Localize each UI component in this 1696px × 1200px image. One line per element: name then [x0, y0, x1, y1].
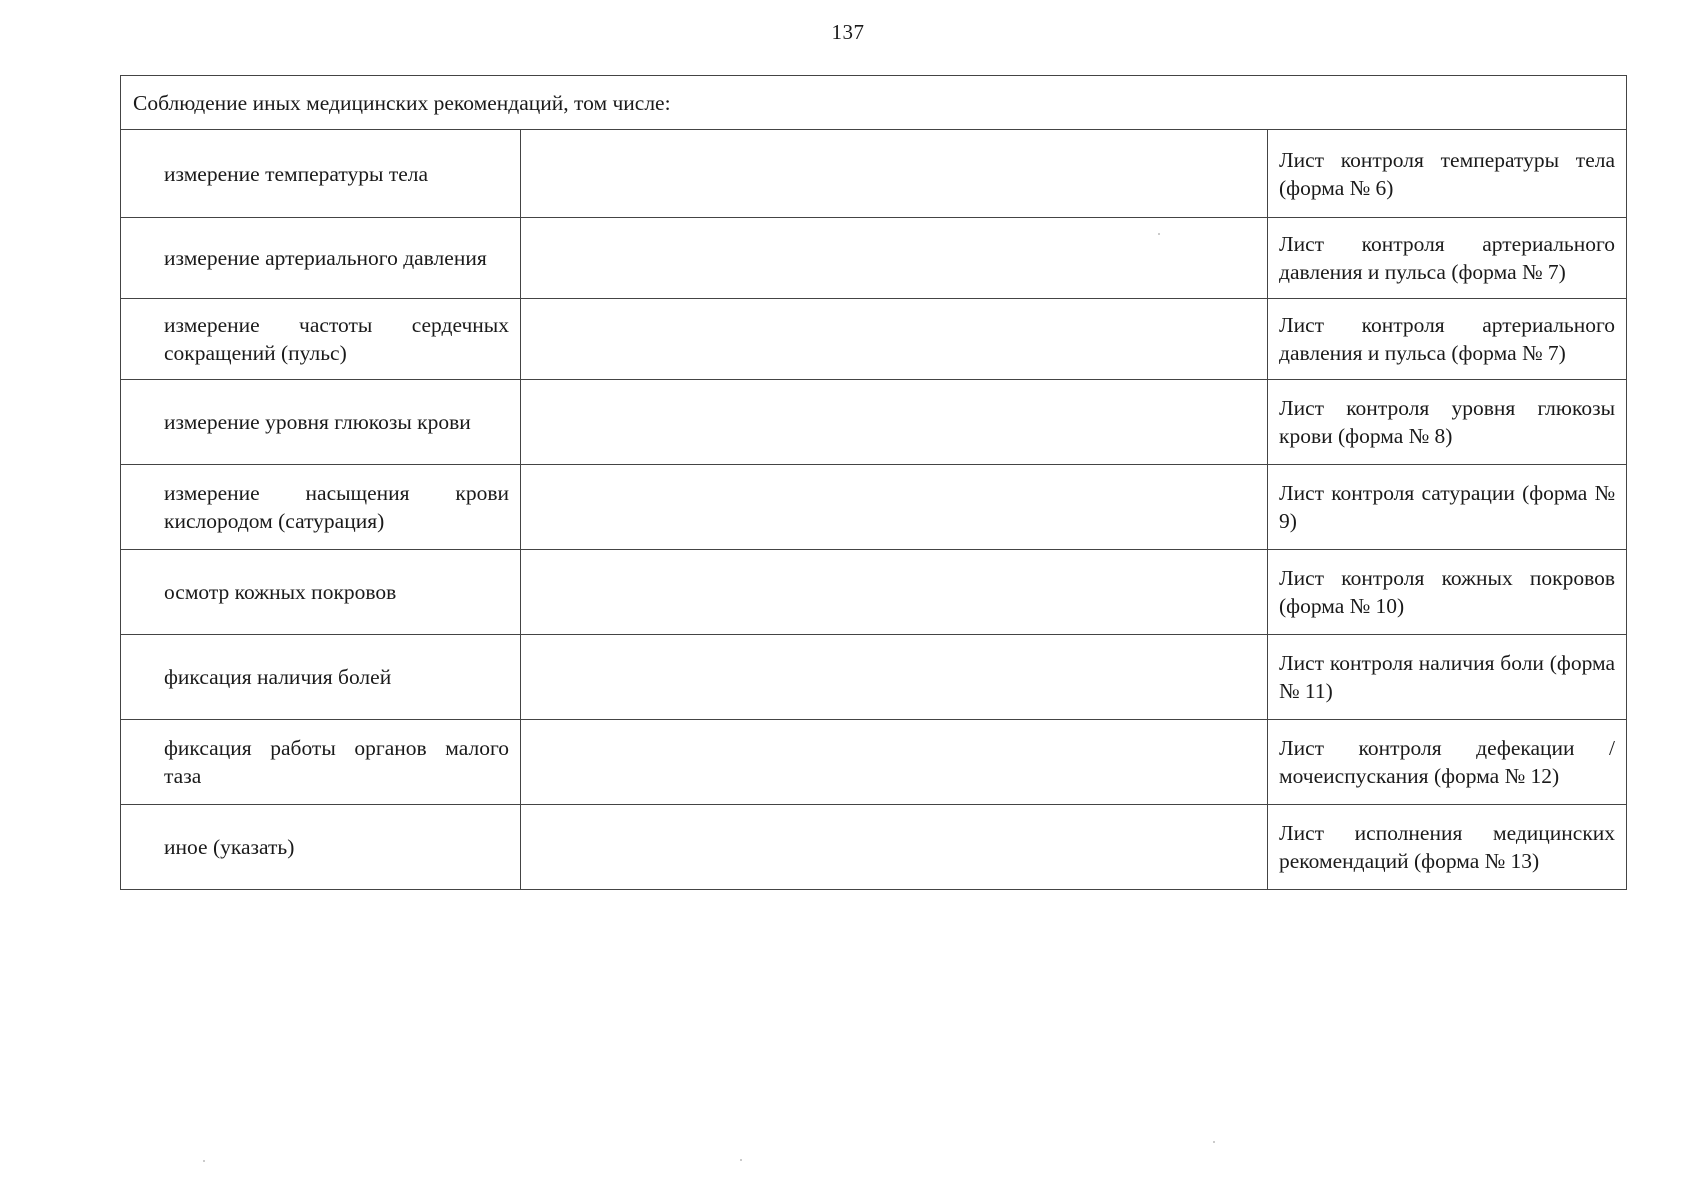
row-item-label: фиксация работы органов малого таза [121, 720, 521, 805]
row-blank-cell [521, 380, 1268, 465]
table-row [121, 380, 1627, 465]
row-blank-cell [521, 299, 1268, 380]
row-blank-cell [521, 218, 1268, 299]
table-row [121, 299, 1627, 380]
row-form-reference: Лист контроля наличия боли (форма № 11) [1268, 635, 1627, 720]
row-form-reference: Лист контроля кожных покровов (форма № 10) [1268, 550, 1627, 635]
row-form-reference: Лист контроля уровня глюкозы крови (форма № 8) [1268, 380, 1627, 465]
table-row [121, 550, 1627, 635]
row-item-label: измерение насыщения крови кислородом (сатурация) [121, 465, 521, 550]
row-form-reference: Лист контроля сатурации (форма № 9) [1268, 465, 1627, 550]
row-item-label: измерение частоты сердечных сокращений (пульс) [121, 299, 521, 380]
row-blank-cell [521, 720, 1268, 805]
row-blank-cell [521, 635, 1268, 720]
row-item-label: иное (указать) [121, 805, 521, 890]
row-blank-cell [521, 805, 1268, 890]
row-form-reference: Лист контроля дефекации /мочеиспускания (форма № 12) [1268, 720, 1627, 805]
table-row [121, 218, 1627, 299]
table-row [121, 635, 1627, 720]
scan-speck [1158, 233, 1160, 235]
row-blank-cell [521, 130, 1268, 218]
row-item-label: измерение артериального давления [121, 218, 521, 299]
table-header: Соблюдение иных медицинских рекомендаций, том числе: [121, 76, 1627, 130]
row-item-label: фиксация наличия болей [121, 635, 521, 720]
row-item-label: измерение температуры тела [121, 130, 521, 218]
row-item-label: измерение уровня глюкозы крови [121, 380, 521, 465]
row-blank-cell [521, 465, 1268, 550]
table-row [121, 465, 1627, 550]
table-row [121, 805, 1627, 890]
table-header-row [121, 76, 1627, 130]
row-form-reference: Лист контроля артериального давления и пульса (форма № 7) [1268, 218, 1627, 299]
table-row [121, 720, 1627, 805]
recommendations-table [120, 75, 1627, 890]
scan-speck [740, 1159, 742, 1161]
row-form-reference: Лист исполнения медицинских рекомендаций (форма № 13) [1268, 805, 1627, 890]
scan-speck [1213, 1141, 1215, 1143]
scan-speck [203, 1160, 205, 1162]
page-number: 137 [831, 20, 865, 44]
row-form-reference: Лист контроля артериального давления и пульса (форма № 7) [1268, 299, 1627, 380]
row-form-reference: Лист контроля температуры тела (форма № 6) [1268, 130, 1627, 218]
row-item-label: осмотр кожных покровов [121, 550, 521, 635]
row-blank-cell [521, 550, 1268, 635]
table-row [121, 130, 1627, 218]
